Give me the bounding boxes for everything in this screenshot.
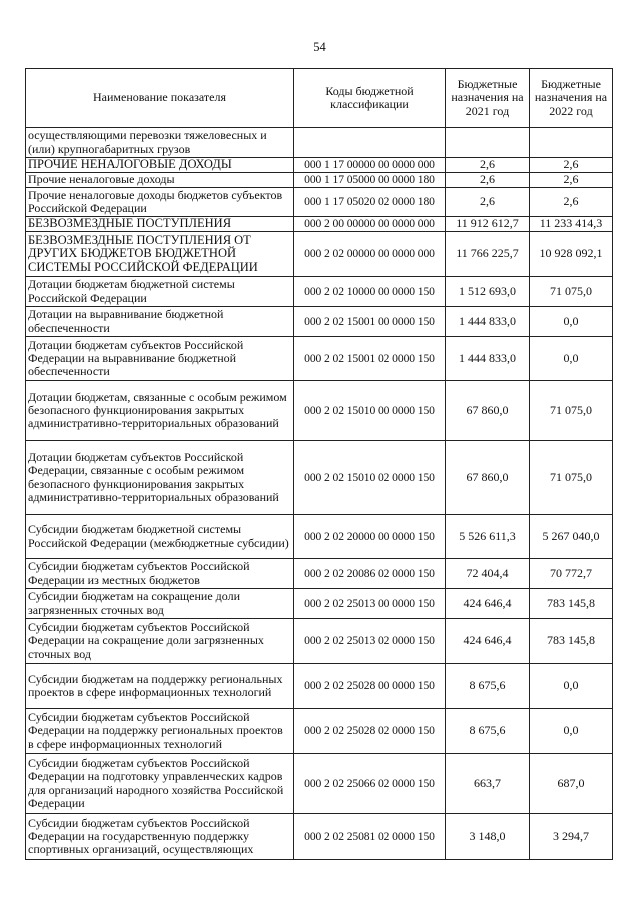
row-value-2021: 8 675,6 (446, 664, 530, 709)
row-value-2021: 67 860,0 (446, 381, 530, 441)
table-header-row (26, 69, 613, 128)
row-code: 000 2 02 00000 00 0000 000 (294, 232, 446, 277)
row-code (294, 128, 446, 158)
row-value-2022: 11 233 414,3 (530, 217, 613, 232)
row-name: ПРОЧИЕ НЕНАЛОГОВЫЕ ДОХОДЫ (26, 158, 294, 173)
row-value-2022: 71 075,0 (530, 441, 613, 515)
table-row (26, 337, 613, 381)
row-name: Субсидии бюджетам субъектов Российской Федерации на подготовку управленческих кадров для организаций народного хозяйства Российской Федерации (26, 754, 294, 814)
row-value-2021: 2,6 (446, 173, 530, 188)
row-value-2021: 1 444 833,0 (446, 337, 530, 381)
row-value-2022: 0,0 (530, 664, 613, 709)
row-value-2022: 2,6 (530, 188, 613, 217)
row-name: Субсидии бюджетам субъектов Российской Федерации на сокращение доли загрязненных сточных вод (26, 619, 294, 664)
row-value-2021: 3 148,0 (446, 814, 530, 860)
row-value-2022: 71 075,0 (530, 277, 613, 307)
header-2022: Бюджетные назначения на 2022 год (530, 69, 613, 128)
row-name: Субсидии бюджетам на поддержку региональных проектов в сфере информационных технологий (26, 664, 294, 709)
row-value-2021: 2,6 (446, 158, 530, 173)
row-name: БЕЗВОЗМЕЗДНЫЕ ПОСТУПЛЕНИЯ ОТ ДРУГИХ БЮДЖЕТОВ БЮДЖЕТНОЙ СИСТЕМЫ РОССИЙСКОЙ ФЕДЕРАЦИИ (26, 232, 294, 277)
row-name: Прочие неналоговые доходы (26, 173, 294, 188)
row-name: Субсидии бюджетам на сокращение доли загрязненных сточных вод (26, 589, 294, 619)
row-value-2021: 1 444 833,0 (446, 307, 530, 337)
row-name: Дотации бюджетам, связанные с особым режимом безопасного функционирования закрытых административно-территориальных образований (26, 381, 294, 441)
row-name: Субсидии бюджетам субъектов Российской Федерации из местных бюджетов (26, 559, 294, 589)
row-value-2021: 8 675,6 (446, 709, 530, 754)
row-code: 000 2 02 25013 00 0000 150 (294, 589, 446, 619)
row-value-2022: 70 772,7 (530, 559, 613, 589)
row-code: 000 2 02 25028 00 0000 150 (294, 664, 446, 709)
table-row (26, 441, 613, 515)
row-code: 000 2 02 10000 00 0000 150 (294, 277, 446, 307)
row-value-2021: 424 646,4 (446, 619, 530, 664)
table-row (26, 217, 613, 232)
table-row (26, 559, 613, 589)
row-value-2022: 2,6 (530, 173, 613, 188)
table-row (26, 619, 613, 664)
header-budget-codes: Коды бюджетной классификации (294, 69, 446, 128)
table-row (26, 128, 613, 158)
header-2021: Бюджетные назначения на 2021 год (446, 69, 530, 128)
row-value-2021: 67 860,0 (446, 441, 530, 515)
row-value-2021: 1 512 693,0 (446, 277, 530, 307)
row-value-2022: 0,0 (530, 307, 613, 337)
table-row (26, 754, 613, 814)
table-row (26, 381, 613, 441)
table-row (26, 589, 613, 619)
table-row (26, 664, 613, 709)
row-name: Дотации бюджетам субъектов Российской Федерации, связанные с особым режимом безопасного функционирования закрытых административно-территориальных образований (26, 441, 294, 515)
header-indicator-name: Наименование показателя (26, 69, 294, 128)
table-row (26, 188, 613, 217)
row-value-2022: 5 267 040,0 (530, 515, 613, 559)
table-row (26, 173, 613, 188)
table-body (26, 128, 613, 860)
row-name: Субсидии бюджетам бюджетной системы Российской Федерации (межбюджетные субсидии) (26, 515, 294, 559)
row-name: Субсидии бюджетам субъектов Российской Федерации на государственную поддержку спортивных организаций, осуществляющих (26, 814, 294, 860)
row-value-2022 (530, 128, 613, 158)
page-number: 54 (313, 40, 326, 54)
row-value-2022: 71 075,0 (530, 381, 613, 441)
row-code: 000 2 02 20086 02 0000 150 (294, 559, 446, 589)
table-row (26, 277, 613, 307)
row-code: 000 2 02 25028 02 0000 150 (294, 709, 446, 754)
table-row (26, 709, 613, 754)
row-code: 000 2 02 25081 02 0000 150 (294, 814, 446, 860)
row-name: Дотации бюджетам субъектов Российской Федерации на выравнивание бюджетной обеспеченности (26, 337, 294, 381)
table-row (26, 515, 613, 559)
table-row (26, 232, 613, 277)
row-code: 000 2 00 00000 00 0000 000 (294, 217, 446, 232)
row-name: Дотации на выравнивание бюджетной обеспеченности (26, 307, 294, 337)
row-code: 000 2 02 15001 02 0000 150 (294, 337, 446, 381)
row-code: 000 2 02 15010 02 0000 150 (294, 441, 446, 515)
row-name: осуществляющими перевозки тяжеловесных и (или) крупногабаритных грузов (26, 128, 294, 158)
row-name: Субсидии бюджетам субъектов Российской Федерации на поддержку региональных проектов в сфере информационных технологий (26, 709, 294, 754)
row-value-2022: 3 294,7 (530, 814, 613, 860)
budget-table (25, 68, 613, 860)
row-code: 000 2 02 15001 00 0000 150 (294, 307, 446, 337)
row-code: 000 2 02 25066 02 0000 150 (294, 754, 446, 814)
row-value-2021 (446, 128, 530, 158)
row-value-2021: 72 404,4 (446, 559, 530, 589)
row-code: 000 1 17 05020 02 0000 180 (294, 188, 446, 217)
table-row (26, 814, 613, 860)
row-code: 000 2 02 15010 00 0000 150 (294, 381, 446, 441)
row-value-2022: 783 145,8 (530, 589, 613, 619)
row-value-2021: 2,6 (446, 188, 530, 217)
row-value-2022: 10 928 092,1 (530, 232, 613, 277)
table-row (26, 307, 613, 337)
row-code: 000 1 17 00000 00 0000 000 (294, 158, 446, 173)
row-value-2021: 5 526 611,3 (446, 515, 530, 559)
row-value-2022: 2,6 (530, 158, 613, 173)
row-value-2022: 0,0 (530, 709, 613, 754)
row-code: 000 1 17 05000 00 0000 180 (294, 173, 446, 188)
row-value-2021: 11 912 612,7 (446, 217, 530, 232)
row-name: Прочие неналоговые доходы бюджетов субъектов Российской Федерации (26, 188, 294, 217)
table-row (26, 158, 613, 173)
row-value-2022: 0,0 (530, 337, 613, 381)
row-value-2022: 687,0 (530, 754, 613, 814)
row-value-2021: 663,7 (446, 754, 530, 814)
row-value-2022: 783 145,8 (530, 619, 613, 664)
row-code: 000 2 02 25013 02 0000 150 (294, 619, 446, 664)
row-code: 000 2 02 20000 00 0000 150 (294, 515, 446, 559)
row-name: БЕЗВОЗМЕЗДНЫЕ ПОСТУПЛЕНИЯ (26, 217, 294, 232)
row-name: Дотации бюджетам бюджетной системы Российской Федерации (26, 277, 294, 307)
row-value-2021: 11 766 225,7 (446, 232, 530, 277)
row-value-2021: 424 646,4 (446, 589, 530, 619)
